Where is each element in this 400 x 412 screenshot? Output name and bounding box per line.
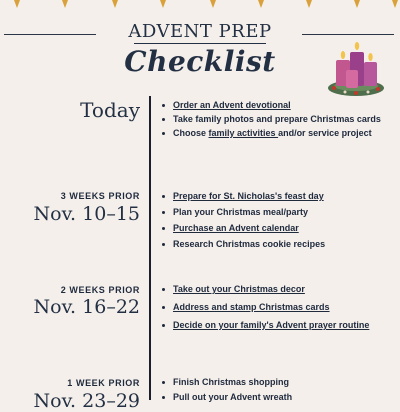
section-kicker-2-weeks: 2 WEEKS PRIOR	[60, 285, 140, 295]
checklist-item[interactable]: Research Christmas cookie recipes	[162, 239, 392, 250]
section-list-1-week	[162, 377, 392, 403]
section-date-today: Today	[80, 98, 140, 122]
section-list-2-weeks	[162, 284, 392, 331]
checklist-item[interactable]: Pull out your Advent wreath	[162, 392, 392, 403]
title-underline	[134, 43, 266, 44]
section-kicker-1-week: 1 WEEK PRIOR	[67, 378, 140, 388]
section-kicker-3-weeks: 3 WEEKS PRIOR	[60, 191, 140, 201]
section-date-3-weeks: Nov. 10–15	[33, 203, 140, 225]
advent-wreath-icon	[326, 34, 386, 100]
checklist-item[interactable]: Plan your Christmas meal/party	[162, 207, 392, 218]
string-lights	[0, 0, 400, 12]
section-date-1-week: Nov. 23–29	[33, 390, 140, 412]
checklist-item[interactable]: Finish Christmas shopping	[162, 377, 392, 388]
section-list-today	[162, 100, 392, 139]
section-list-3-weeks	[162, 191, 392, 250]
checklist-item[interactable]: Order an Advent devotional	[162, 100, 392, 111]
checklist-item[interactable]: Address and stamp Christmas cards	[162, 302, 392, 313]
timeline-line	[149, 96, 151, 400]
checklist-item[interactable]: Choose family activities and/or service project	[162, 128, 392, 139]
checklist-item[interactable]: Take family photos and prepare Christmas cards	[162, 114, 392, 125]
title-top: ADVENT PREP	[128, 21, 272, 42]
checklist-item[interactable]: Prepare for St. Nicholas's feast day	[162, 191, 392, 202]
checklist-item[interactable]: Purchase an Advent calendar	[162, 223, 392, 234]
checklist-item[interactable]: Take out your Christmas decor	[162, 284, 392, 295]
title-script: Checklist	[124, 45, 276, 78]
family-activities-link: family activities	[208, 128, 279, 138]
checklist-item[interactable]: Decide on your family's Advent prayer routine	[162, 320, 392, 331]
section-date-2-weeks: Nov. 16–22	[33, 296, 140, 318]
